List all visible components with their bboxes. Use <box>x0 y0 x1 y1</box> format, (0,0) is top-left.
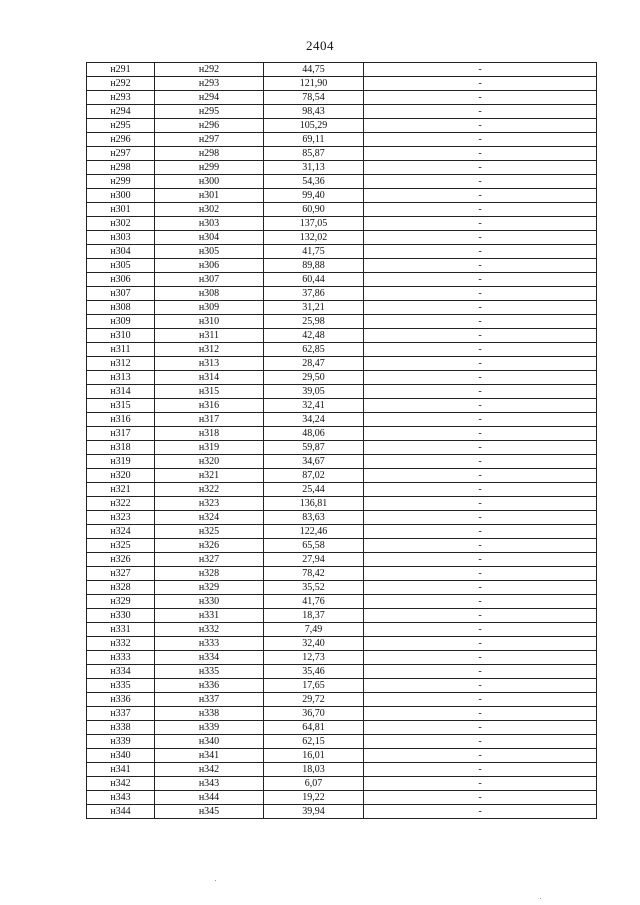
table-row <box>87 707 597 721</box>
start-point-cell: н307 <box>87 287 155 301</box>
end-point-cell: н298 <box>155 147 264 161</box>
end-point-cell: н293 <box>155 77 264 91</box>
note-cell: - <box>364 105 597 119</box>
end-point-cell: н342 <box>155 763 264 777</box>
note-cell: - <box>364 301 597 315</box>
start-point-cell: н304 <box>87 245 155 259</box>
start-point-cell: н299 <box>87 175 155 189</box>
start-point-cell: н332 <box>87 637 155 651</box>
distance-cell: 18,37 <box>264 609 364 623</box>
start-point-cell: н306 <box>87 273 155 287</box>
distance-cell: 137,05 <box>264 217 364 231</box>
note-cell: - <box>364 329 597 343</box>
distance-cell: 64,81 <box>264 721 364 735</box>
distance-cell: 78,54 <box>264 91 364 105</box>
end-point-cell: н316 <box>155 399 264 413</box>
table-row <box>87 623 597 637</box>
table-row <box>87 581 597 595</box>
distance-cell: 28,47 <box>264 357 364 371</box>
distance-cell: 59,87 <box>264 441 364 455</box>
note-cell: - <box>364 399 597 413</box>
start-point-cell: н313 <box>87 371 155 385</box>
distance-cell: 32,41 <box>264 399 364 413</box>
end-point-cell: н343 <box>155 777 264 791</box>
table-row <box>87 511 597 525</box>
end-point-cell: н339 <box>155 721 264 735</box>
end-point-cell: н341 <box>155 749 264 763</box>
note-cell: - <box>364 133 597 147</box>
start-point-cell: н326 <box>87 553 155 567</box>
end-point-cell: н319 <box>155 441 264 455</box>
start-point-cell: н344 <box>87 805 155 819</box>
note-cell: - <box>364 525 597 539</box>
note-cell: - <box>364 217 597 231</box>
distance-cell: 105,29 <box>264 119 364 133</box>
distance-cell: 121,90 <box>264 77 364 91</box>
end-point-cell: н309 <box>155 301 264 315</box>
start-point-cell: н295 <box>87 119 155 133</box>
note-cell: - <box>364 273 597 287</box>
distance-cell: 87,02 <box>264 469 364 483</box>
start-point-cell: н328 <box>87 581 155 595</box>
end-point-cell: н332 <box>155 623 264 637</box>
start-point-cell: н303 <box>87 231 155 245</box>
note-cell: - <box>364 203 597 217</box>
note-cell: - <box>364 609 597 623</box>
end-point-cell: н325 <box>155 525 264 539</box>
end-point-cell: н329 <box>155 581 264 595</box>
table-row <box>87 805 597 819</box>
distance-cell: 136,81 <box>264 497 364 511</box>
distance-cell: 31,21 <box>264 301 364 315</box>
note-cell: - <box>364 287 597 301</box>
note-cell: - <box>364 483 597 497</box>
note-cell: - <box>364 147 597 161</box>
table-row <box>87 189 597 203</box>
end-point-cell: н307 <box>155 273 264 287</box>
note-cell: - <box>364 567 597 581</box>
end-point-cell: н338 <box>155 707 264 721</box>
start-point-cell: н298 <box>87 161 155 175</box>
end-point-cell: н328 <box>155 567 264 581</box>
distance-cell: 6,07 <box>264 777 364 791</box>
end-point-cell: н301 <box>155 189 264 203</box>
distance-cell: 29,72 <box>264 693 364 707</box>
note-cell: - <box>364 385 597 399</box>
table-row <box>87 273 597 287</box>
distance-cell: 17,65 <box>264 679 364 693</box>
note-cell: - <box>364 805 597 819</box>
start-point-cell: н301 <box>87 203 155 217</box>
distance-cell: 62,85 <box>264 343 364 357</box>
table-row <box>87 455 597 469</box>
note-cell: - <box>364 357 597 371</box>
end-point-cell: н296 <box>155 119 264 133</box>
table-row <box>87 287 597 301</box>
table-row <box>87 749 597 763</box>
distance-cell: 132,02 <box>264 231 364 245</box>
scan-speck <box>540 898 541 899</box>
start-point-cell: н337 <box>87 707 155 721</box>
table-row <box>87 133 597 147</box>
distance-cell: 48,06 <box>264 427 364 441</box>
distance-cell: 34,24 <box>264 413 364 427</box>
end-point-cell: н306 <box>155 259 264 273</box>
end-point-cell: н308 <box>155 287 264 301</box>
distance-cell: 44,75 <box>264 63 364 77</box>
table-row <box>87 679 597 693</box>
end-point-cell: н327 <box>155 553 264 567</box>
table-row <box>87 399 597 413</box>
start-point-cell: н297 <box>87 147 155 161</box>
distance-cell: 122,46 <box>264 525 364 539</box>
distance-cell: 41,75 <box>264 245 364 259</box>
note-cell: - <box>364 63 597 77</box>
table-row <box>87 525 597 539</box>
note-cell: - <box>364 763 597 777</box>
note-cell: - <box>364 175 597 189</box>
distance-cell: 36,70 <box>264 707 364 721</box>
distance-cell: 27,94 <box>264 553 364 567</box>
note-cell: - <box>364 637 597 651</box>
end-point-cell: н304 <box>155 231 264 245</box>
note-cell: - <box>364 581 597 595</box>
table-row <box>87 553 597 567</box>
coordinates-table <box>86 62 597 819</box>
start-point-cell: н293 <box>87 91 155 105</box>
note-cell: - <box>364 119 597 133</box>
start-point-cell: н333 <box>87 651 155 665</box>
table-row <box>87 105 597 119</box>
end-point-cell: н323 <box>155 497 264 511</box>
table-row <box>87 721 597 735</box>
end-point-cell: н317 <box>155 413 264 427</box>
end-point-cell: н312 <box>155 343 264 357</box>
start-point-cell: н294 <box>87 105 155 119</box>
end-point-cell: н337 <box>155 693 264 707</box>
table-row <box>87 637 597 651</box>
table-row <box>87 231 597 245</box>
distance-cell: 42,48 <box>264 329 364 343</box>
end-point-cell: н297 <box>155 133 264 147</box>
end-point-cell: н313 <box>155 357 264 371</box>
note-cell: - <box>364 427 597 441</box>
end-point-cell: н295 <box>155 105 264 119</box>
table-row <box>87 91 597 105</box>
end-point-cell: н302 <box>155 203 264 217</box>
end-point-cell: н315 <box>155 385 264 399</box>
scan-speck <box>215 880 216 881</box>
note-cell: - <box>364 735 597 749</box>
distance-cell: 32,40 <box>264 637 364 651</box>
note-cell: - <box>364 231 597 245</box>
end-point-cell: н318 <box>155 427 264 441</box>
distance-cell: 39,94 <box>264 805 364 819</box>
distance-cell: 89,88 <box>264 259 364 273</box>
end-point-cell: н330 <box>155 595 264 609</box>
start-point-cell: н317 <box>87 427 155 441</box>
start-point-cell: н312 <box>87 357 155 371</box>
start-point-cell: н343 <box>87 791 155 805</box>
note-cell: - <box>364 469 597 483</box>
note-cell: - <box>364 693 597 707</box>
end-point-cell: н336 <box>155 679 264 693</box>
start-point-cell: н335 <box>87 679 155 693</box>
distance-cell: 65,58 <box>264 539 364 553</box>
table-row <box>87 371 597 385</box>
note-cell: - <box>364 749 597 763</box>
end-point-cell: н333 <box>155 637 264 651</box>
end-point-cell: н334 <box>155 651 264 665</box>
table-row <box>87 567 597 581</box>
distance-cell: 78,42 <box>264 567 364 581</box>
end-point-cell: н322 <box>155 483 264 497</box>
end-point-cell: н331 <box>155 609 264 623</box>
note-cell: - <box>364 189 597 203</box>
start-point-cell: н296 <box>87 133 155 147</box>
table-row <box>87 595 597 609</box>
end-point-cell: н335 <box>155 665 264 679</box>
table-row <box>87 217 597 231</box>
start-point-cell: н322 <box>87 497 155 511</box>
start-point-cell: н316 <box>87 413 155 427</box>
distance-cell: 85,87 <box>264 147 364 161</box>
start-point-cell: н330 <box>87 609 155 623</box>
distance-cell: 35,46 <box>264 665 364 679</box>
end-point-cell: н321 <box>155 469 264 483</box>
note-cell: - <box>364 161 597 175</box>
note-cell: - <box>364 497 597 511</box>
distance-cell: 25,98 <box>264 315 364 329</box>
distance-cell: 60,90 <box>264 203 364 217</box>
table-row <box>87 301 597 315</box>
start-point-cell: н300 <box>87 189 155 203</box>
distance-cell: 37,86 <box>264 287 364 301</box>
table-row <box>87 259 597 273</box>
table-row <box>87 119 597 133</box>
distance-cell: 54,36 <box>264 175 364 189</box>
table-row <box>87 147 597 161</box>
start-point-cell: н305 <box>87 259 155 273</box>
note-cell: - <box>364 77 597 91</box>
start-point-cell: н325 <box>87 539 155 553</box>
note-cell: - <box>364 315 597 329</box>
distance-cell: 35,52 <box>264 581 364 595</box>
table-row <box>87 539 597 553</box>
page-number: 2404 <box>306 38 334 53</box>
table-row <box>87 763 597 777</box>
end-point-cell: н294 <box>155 91 264 105</box>
table-row <box>87 665 597 679</box>
end-point-cell: н300 <box>155 175 264 189</box>
table-row <box>87 343 597 357</box>
start-point-cell: н319 <box>87 455 155 469</box>
distance-cell: 41,76 <box>264 595 364 609</box>
table-row <box>87 385 597 399</box>
note-cell: - <box>364 455 597 469</box>
note-cell: - <box>364 259 597 273</box>
table-row <box>87 735 597 749</box>
start-point-cell: н336 <box>87 693 155 707</box>
table-row <box>87 161 597 175</box>
start-point-cell: н311 <box>87 343 155 357</box>
start-point-cell: н323 <box>87 511 155 525</box>
distance-cell: 25,44 <box>264 483 364 497</box>
start-point-cell: н331 <box>87 623 155 637</box>
note-cell: - <box>364 91 597 105</box>
start-point-cell: н342 <box>87 777 155 791</box>
table-row <box>87 427 597 441</box>
note-cell: - <box>364 441 597 455</box>
start-point-cell: н329 <box>87 595 155 609</box>
end-point-cell: н303 <box>155 217 264 231</box>
note-cell: - <box>364 665 597 679</box>
table-row <box>87 315 597 329</box>
note-cell: - <box>364 791 597 805</box>
distance-cell: 99,40 <box>264 189 364 203</box>
end-point-cell: н311 <box>155 329 264 343</box>
start-point-cell: н320 <box>87 469 155 483</box>
distance-cell: 34,67 <box>264 455 364 469</box>
start-point-cell: н321 <box>87 483 155 497</box>
start-point-cell: н318 <box>87 441 155 455</box>
distance-cell: 19,22 <box>264 791 364 805</box>
table-row <box>87 329 597 343</box>
table-row <box>87 497 597 511</box>
note-cell: - <box>364 245 597 259</box>
start-point-cell: н308 <box>87 301 155 315</box>
distance-cell: 39,05 <box>264 385 364 399</box>
table-row <box>87 609 597 623</box>
start-point-cell: н327 <box>87 567 155 581</box>
note-cell: - <box>364 721 597 735</box>
start-point-cell: н291 <box>87 63 155 77</box>
start-point-cell: н340 <box>87 749 155 763</box>
start-point-cell: н292 <box>87 77 155 91</box>
start-point-cell: н341 <box>87 763 155 777</box>
distance-cell: 7,49 <box>264 623 364 637</box>
end-point-cell: н344 <box>155 791 264 805</box>
table-row <box>87 483 597 497</box>
distance-cell: 18,03 <box>264 763 364 777</box>
table-row <box>87 63 597 77</box>
end-point-cell: н324 <box>155 511 264 525</box>
table-row <box>87 175 597 189</box>
end-point-cell: н310 <box>155 315 264 329</box>
end-point-cell: н345 <box>155 805 264 819</box>
end-point-cell: н340 <box>155 735 264 749</box>
table-row <box>87 469 597 483</box>
note-cell: - <box>364 707 597 721</box>
start-point-cell: н302 <box>87 217 155 231</box>
distance-cell: 69,11 <box>264 133 364 147</box>
distance-cell: 16,01 <box>264 749 364 763</box>
table-row <box>87 77 597 91</box>
table-row <box>87 357 597 371</box>
distance-cell: 31,13 <box>264 161 364 175</box>
start-point-cell: н315 <box>87 399 155 413</box>
table-row <box>87 651 597 665</box>
note-cell: - <box>364 679 597 693</box>
distance-cell: 12,73 <box>264 651 364 665</box>
start-point-cell: н334 <box>87 665 155 679</box>
start-point-cell: н324 <box>87 525 155 539</box>
table-row <box>87 777 597 791</box>
note-cell: - <box>364 343 597 357</box>
start-point-cell: н338 <box>87 721 155 735</box>
end-point-cell: н320 <box>155 455 264 469</box>
distance-cell: 60,44 <box>264 273 364 287</box>
distance-cell: 29,50 <box>264 371 364 385</box>
table-row <box>87 245 597 259</box>
table-row <box>87 441 597 455</box>
distance-cell: 62,15 <box>264 735 364 749</box>
end-point-cell: н299 <box>155 161 264 175</box>
distance-cell: 83,63 <box>264 511 364 525</box>
note-cell: - <box>364 371 597 385</box>
note-cell: - <box>364 595 597 609</box>
start-point-cell: н339 <box>87 735 155 749</box>
start-point-cell: н310 <box>87 329 155 343</box>
note-cell: - <box>364 413 597 427</box>
table-row <box>87 791 597 805</box>
end-point-cell: н326 <box>155 539 264 553</box>
start-point-cell: н314 <box>87 385 155 399</box>
table-row <box>87 203 597 217</box>
note-cell: - <box>364 651 597 665</box>
table-body <box>87 63 597 819</box>
table-row <box>87 413 597 427</box>
note-cell: - <box>364 539 597 553</box>
note-cell: - <box>364 623 597 637</box>
end-point-cell: н314 <box>155 371 264 385</box>
note-cell: - <box>364 777 597 791</box>
start-point-cell: н309 <box>87 315 155 329</box>
note-cell: - <box>364 511 597 525</box>
note-cell: - <box>364 553 597 567</box>
table-row <box>87 693 597 707</box>
end-point-cell: н305 <box>155 245 264 259</box>
end-point-cell: н292 <box>155 63 264 77</box>
distance-cell: 98,43 <box>264 105 364 119</box>
